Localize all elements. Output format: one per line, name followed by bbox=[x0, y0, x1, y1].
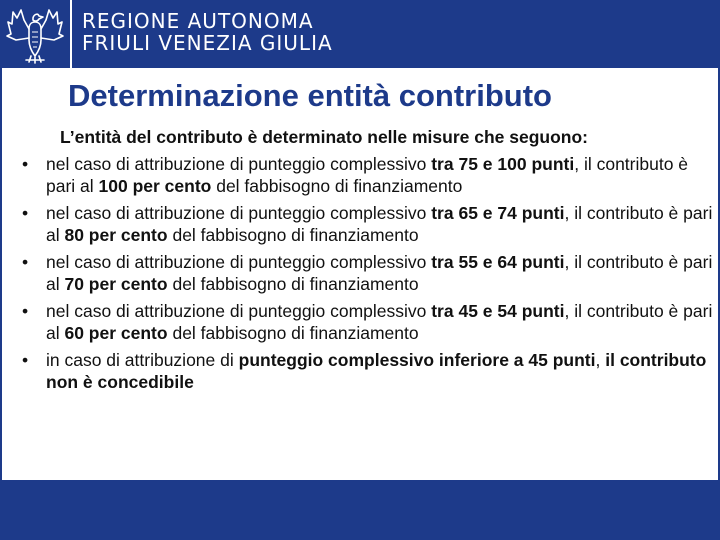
list-item bbox=[20, 300, 716, 345]
slide-content bbox=[20, 126, 716, 398]
text-bold: 100 per cento bbox=[98, 176, 212, 196]
bullet-dot-icon: • bbox=[22, 153, 29, 174]
text-bold: 70 per cento bbox=[64, 274, 168, 294]
text-bold: il contributo non è concedibile bbox=[46, 349, 707, 392]
eagle-emblem-icon bbox=[4, 2, 66, 66]
text-plain: del fabbisogno di finanziamento bbox=[167, 225, 419, 245]
text-plain: del fabbisogno di finanziamento bbox=[211, 176, 463, 196]
text-plain: , il contributo è pari al bbox=[46, 251, 713, 294]
list-item bbox=[20, 153, 716, 198]
text-plain: del fabbisogno di finanziamento bbox=[167, 323, 419, 343]
bullet-dot-icon: • bbox=[22, 300, 29, 321]
logo-divider bbox=[70, 0, 72, 68]
text-bold: tra 75 e 100 punti bbox=[431, 153, 575, 174]
text-plain: , il contributo è pari al bbox=[46, 300, 713, 343]
region-name-line1: REGIONE AUTONOMA bbox=[82, 9, 314, 33]
text-plain: nel caso di attribuzione di punteggio complessivo bbox=[46, 251, 432, 272]
text-plain: , bbox=[595, 349, 606, 370]
text-plain: , il contributo è pari al bbox=[46, 202, 713, 245]
text-plain: nel caso di attribuzione di punteggio complessivo bbox=[46, 202, 432, 223]
list-item bbox=[20, 202, 716, 247]
text-plain: in caso di attribuzione di bbox=[46, 349, 239, 370]
text-plain: nel caso di attribuzione di punteggio complessivo bbox=[46, 300, 432, 321]
text-bold: tra 65 e 74 punti bbox=[431, 202, 565, 223]
text-bold: 80 per cento bbox=[64, 225, 168, 245]
region-name bbox=[82, 10, 333, 54]
list-item bbox=[20, 349, 716, 394]
text-bold: tra 55 e 64 punti bbox=[431, 251, 565, 272]
intro-text: L’entità del contributo è determinato nelle misure che seguono: bbox=[60, 127, 588, 147]
text-bold: punteggio complessivo inferiore a 45 punti bbox=[238, 349, 596, 370]
footer-bar bbox=[0, 480, 720, 540]
list-item bbox=[20, 251, 716, 296]
slide-title: Determinazione entità contributo bbox=[68, 78, 552, 113]
bullet-dot-icon: • bbox=[22, 202, 29, 223]
text-bold: 60 per cento bbox=[64, 323, 168, 343]
text-plain: , il contributo è pari al bbox=[46, 153, 689, 196]
bullet-list bbox=[20, 153, 716, 394]
text-plain: del fabbisogno di finanziamento bbox=[167, 274, 419, 294]
left-border bbox=[0, 68, 2, 480]
bullet-dot-icon: • bbox=[22, 251, 29, 272]
text-bold: tra 45 e 54 punti bbox=[431, 300, 565, 321]
bullet-dot-icon: • bbox=[22, 349, 29, 370]
text-plain: nel caso di attribuzione di punteggio complessivo bbox=[46, 153, 432, 174]
region-name-line2: FRIULI VENEZIA GIULIA bbox=[82, 31, 333, 55]
header-bar bbox=[0, 0, 720, 68]
